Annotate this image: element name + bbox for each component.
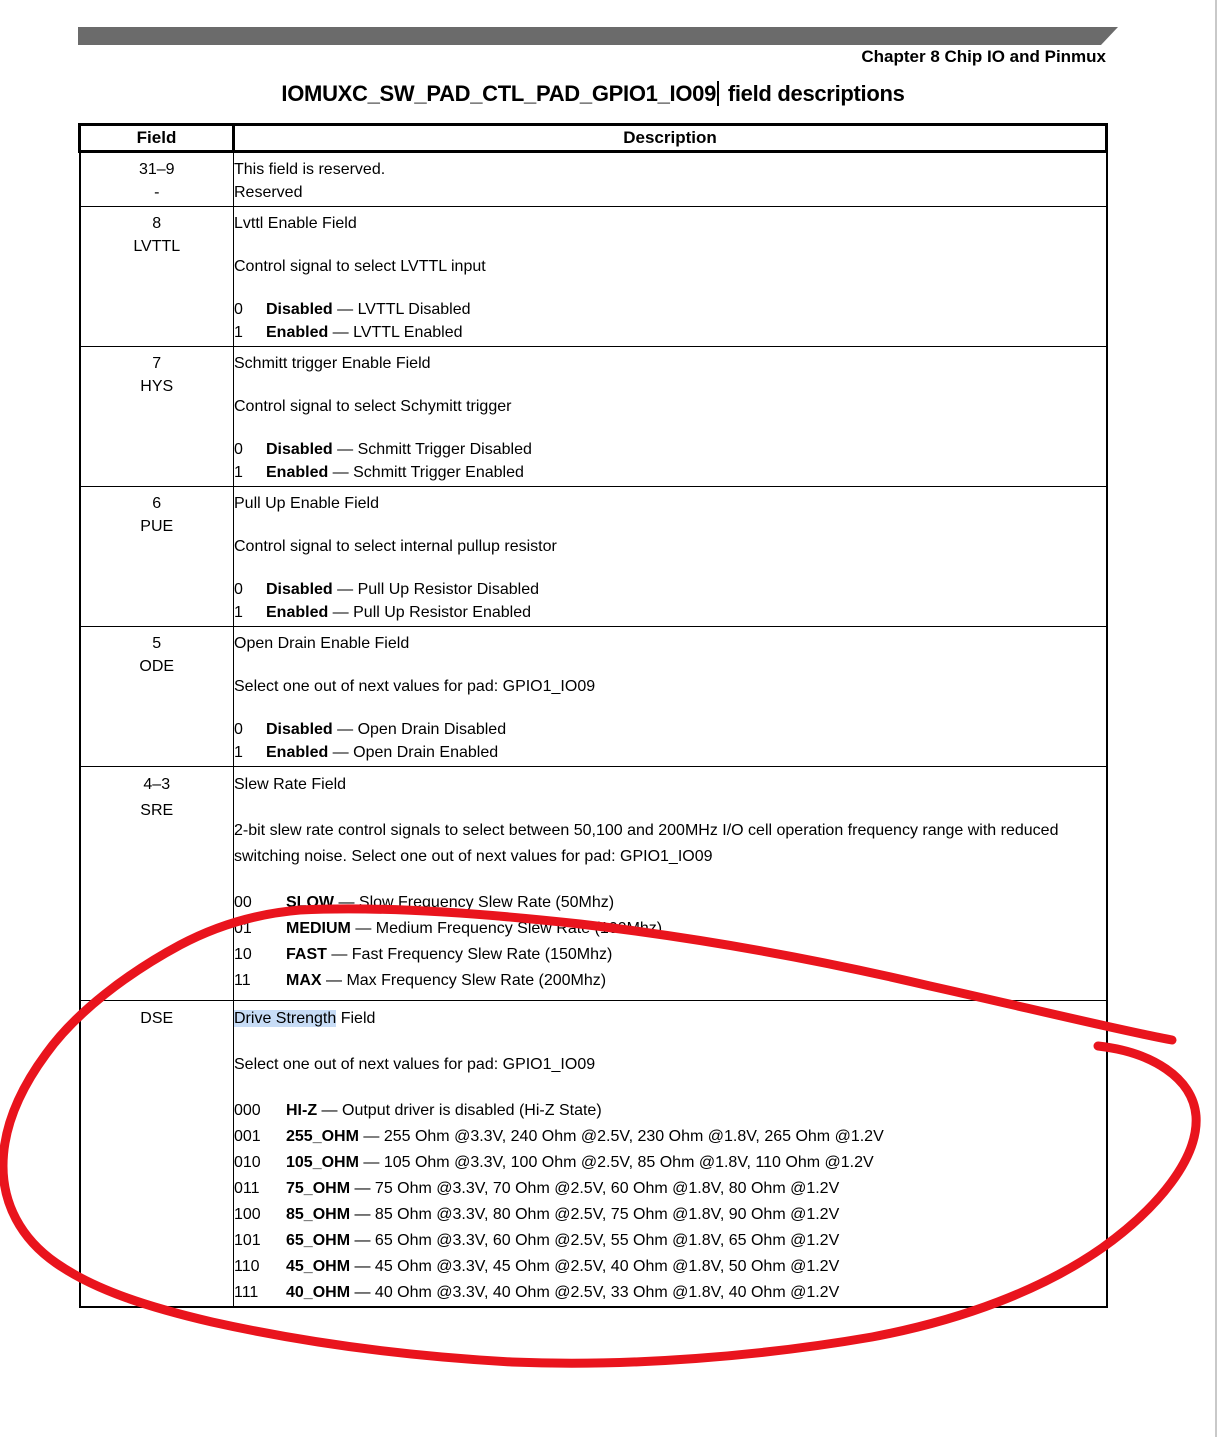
description-line: Control signal to select internal pullup resistor xyxy=(234,538,557,555)
description-text: Field xyxy=(336,1010,376,1027)
option-description: MEDIUM — Medium Frequency Slew Rate (100Mhz) xyxy=(286,920,663,937)
option-keyword: 105_OHM xyxy=(286,1154,359,1171)
description-line: Open Drain Enable Field xyxy=(234,635,410,652)
value-option-line xyxy=(234,321,1106,344)
table-row xyxy=(80,627,1107,767)
field-cell xyxy=(80,152,234,207)
option-description: Enabled — Schmitt Trigger Enabled xyxy=(266,464,524,481)
table-row xyxy=(80,767,1107,1001)
field-cell-line: HYS xyxy=(140,378,174,395)
table-row xyxy=(80,1001,1107,1308)
option-keyword: Enabled xyxy=(266,464,329,481)
option-description: Enabled — Pull Up Resistor Enabled xyxy=(266,604,531,621)
description-line: Select one out of next values for pad: GPIO1_IO09 xyxy=(234,678,596,695)
description-line: 2-bit slew rate control signals to select between 50,100 and 200MHz I/O cell operation frequency range with reduced switching noise. Select one out of next values for pad: GPIO1_IO09 xyxy=(234,822,1059,865)
option-description: Enabled — LVTTL Enabled xyxy=(266,324,463,341)
field-cell-line: - xyxy=(154,184,160,201)
option-keyword: SLOW xyxy=(286,894,334,911)
field-cell-line: 5 xyxy=(152,635,162,652)
option-code: 100 xyxy=(234,1206,261,1223)
option-description: 65_OHM — 65 Ohm @3.3V, 60 Ohm @2.5V, 55 Ohm @1.8V, 65 Ohm @1.2V xyxy=(286,1232,840,1249)
option-description: Disabled — LVTTL Disabled xyxy=(266,301,471,318)
description-cell xyxy=(234,152,1107,207)
option-keyword: 40_OHM xyxy=(286,1284,351,1301)
option-code: 101 xyxy=(234,1232,261,1249)
field-cell-line: DSE xyxy=(140,1010,174,1027)
field-cell-line: 6 xyxy=(152,495,162,512)
description-line: Select one out of next values for pad: GPIO1_IO09 xyxy=(234,1056,596,1073)
value-option-line xyxy=(234,741,1106,764)
option-code: 1 xyxy=(234,464,243,481)
table-title xyxy=(78,81,1108,107)
description-cell xyxy=(234,627,1107,767)
value-option-line xyxy=(234,718,1106,741)
field-cell-line: LVTTL xyxy=(133,238,181,255)
option-keyword: Disabled xyxy=(266,581,333,598)
blank-line xyxy=(234,558,1106,578)
option-description: 45_OHM — 45 Ohm @3.3V, 45 Ohm @2.5V, 40 Ohm @1.8V, 50 Ohm @1.2V xyxy=(286,1258,840,1275)
option-code: 0 xyxy=(234,721,243,738)
option-code: 1 xyxy=(234,324,243,341)
option-keyword: Enabled xyxy=(266,604,329,621)
option-code: 111 xyxy=(234,1284,259,1301)
field-descriptions-table xyxy=(78,123,1108,1308)
option-code: 1 xyxy=(234,604,243,621)
option-keyword: MAX xyxy=(286,972,322,989)
value-option-line xyxy=(234,461,1106,484)
description-line: Slew Rate Field xyxy=(234,776,347,793)
description-line: This field is reserved. xyxy=(234,161,386,178)
column-header-description: Description xyxy=(234,125,1107,152)
table-row xyxy=(80,152,1107,207)
option-code: 0 xyxy=(234,441,243,458)
option-code: 001 xyxy=(234,1128,261,1145)
field-cell xyxy=(80,627,234,767)
description-line: Lvttl Enable Field xyxy=(234,215,357,232)
value-option-line xyxy=(234,1150,1106,1176)
blank-line xyxy=(234,1032,1106,1052)
option-keyword: HI-Z xyxy=(286,1102,318,1119)
field-cell-line: 7 xyxy=(152,355,162,372)
value-option-line xyxy=(234,916,1106,942)
option-description: MAX — Max Frequency Slew Rate (200Mhz) xyxy=(286,972,607,989)
value-option-line xyxy=(234,1098,1106,1124)
field-cell-line: 31–9 xyxy=(138,161,175,178)
blank-line xyxy=(234,870,1106,890)
table-row xyxy=(80,207,1107,347)
blank-line xyxy=(234,1078,1106,1098)
value-option-line xyxy=(234,1202,1106,1228)
option-description: Disabled — Open Drain Disabled xyxy=(266,721,507,738)
value-option-line xyxy=(234,601,1106,624)
option-keyword: MEDIUM xyxy=(286,920,351,937)
value-option-line xyxy=(234,942,1106,968)
option-description: Disabled — Pull Up Resistor Disabled xyxy=(266,581,539,598)
table-row xyxy=(80,347,1107,487)
chapter-heading: Chapter 8 Chip IO and Pinmux xyxy=(861,47,1106,66)
field-cell-line: SRE xyxy=(140,802,174,819)
option-keyword: 65_OHM xyxy=(286,1232,351,1249)
field-cell-line: 8 xyxy=(152,215,162,232)
option-keyword: 45_OHM xyxy=(286,1258,351,1275)
blank-line xyxy=(234,375,1106,395)
option-description: Enabled — Open Drain Enabled xyxy=(266,744,499,761)
option-keyword: Disabled xyxy=(266,441,333,458)
value-option-line xyxy=(234,1228,1106,1254)
option-keyword: 255_OHM xyxy=(286,1128,359,1145)
field-cell-line: ODE xyxy=(139,658,175,675)
option-description: 75_OHM — 75 Ohm @3.3V, 70 Ohm @2.5V, 60 Ohm @1.8V, 80 Ohm @1.2V xyxy=(286,1180,840,1197)
option-keyword: FAST xyxy=(286,946,327,963)
option-code: 110 xyxy=(234,1258,260,1275)
option-code: 1 xyxy=(234,744,243,761)
field-cell xyxy=(80,767,234,1001)
field-cell xyxy=(80,1001,234,1308)
option-description: 255_OHM — 255 Ohm @3.3V, 240 Ohm @2.5V, 230 Ohm @1.8V, 265 Ohm @1.2V xyxy=(286,1128,884,1145)
option-description: Disabled — Schmitt Trigger Disabled xyxy=(266,441,532,458)
option-keyword: Disabled xyxy=(266,301,333,318)
value-option-line xyxy=(234,578,1106,601)
value-option-line xyxy=(234,1254,1106,1280)
option-description: SLOW — Slow Frequency Slew Rate (50Mhz) xyxy=(286,894,615,911)
field-cell xyxy=(80,487,234,627)
table-header-row xyxy=(80,125,1107,152)
option-description: 105_OHM — 105 Ohm @3.3V, 100 Ohm @2.5V, 85 Ohm @1.8V, 110 Ohm @1.2V xyxy=(286,1154,874,1171)
description-line: Pull Up Enable Field xyxy=(234,495,379,512)
description-cell xyxy=(234,487,1107,627)
blank-line xyxy=(234,798,1106,818)
option-keyword: 85_OHM xyxy=(286,1206,351,1223)
page-edge-line xyxy=(1215,0,1217,1437)
field-cell xyxy=(80,347,234,487)
description-line: Schmitt trigger Enable Field xyxy=(234,355,431,372)
option-code: 11 xyxy=(234,972,251,989)
option-code: 01 xyxy=(234,920,252,937)
table-row xyxy=(80,487,1107,627)
option-keyword: 75_OHM xyxy=(286,1180,351,1197)
column-header-field: Field xyxy=(80,125,234,152)
option-description: 40_OHM — 40 Ohm @3.3V, 40 Ohm @2.5V, 33 Ohm @1.8V, 40 Ohm @1.2V xyxy=(286,1284,840,1301)
blank-line xyxy=(234,235,1106,255)
option-description: FAST — Fast Frequency Slew Rate (150Mhz) xyxy=(286,946,613,963)
value-option-line xyxy=(234,1280,1106,1306)
blank-line xyxy=(234,655,1106,675)
description-line: Reserved xyxy=(234,184,303,201)
description-cell xyxy=(234,207,1107,347)
option-description: 85_OHM — 85 Ohm @3.3V, 80 Ohm @2.5V, 75 Ohm @1.8V, 90 Ohm @1.2V xyxy=(286,1206,840,1223)
option-code: 010 xyxy=(234,1154,261,1171)
description-cell xyxy=(234,347,1107,487)
field-cell-line: PUE xyxy=(140,518,174,535)
option-code: 000 xyxy=(234,1102,261,1119)
blank-line xyxy=(234,278,1106,298)
value-option-line xyxy=(234,968,1106,994)
field-cell xyxy=(80,207,234,347)
description-line: Control signal to select LVTTL input xyxy=(234,258,486,275)
description-cell xyxy=(234,767,1107,1001)
value-option-line xyxy=(234,1176,1106,1202)
value-option-line xyxy=(234,1124,1106,1150)
blank-line xyxy=(234,698,1106,718)
description-line xyxy=(234,1006,1106,1032)
option-keyword: Disabled xyxy=(266,721,333,738)
option-description: HI-Z — Output driver is disabled (Hi-Z State) xyxy=(286,1102,602,1119)
blank-line xyxy=(234,418,1106,438)
value-option-line xyxy=(234,298,1106,321)
description-cell xyxy=(234,1001,1107,1308)
value-option-line xyxy=(234,438,1106,461)
chapter-header-bar xyxy=(78,27,1118,45)
option-code: 0 xyxy=(234,301,243,318)
option-code: 00 xyxy=(234,894,252,911)
table-title-register-name: IOMUXC_SW_PAD_CTL_PAD_GPIO1_IO09 xyxy=(281,81,717,106)
text-cursor xyxy=(717,81,719,106)
field-cell-line: 4–3 xyxy=(143,776,171,793)
option-code: 0 xyxy=(234,581,243,598)
description-line: Control signal to select Schymitt trigger xyxy=(234,398,512,415)
option-code: 10 xyxy=(234,946,252,963)
blank-line xyxy=(234,515,1106,535)
option-keyword: Enabled xyxy=(266,744,329,761)
value-option-line xyxy=(234,890,1106,916)
selected-text-highlight: Drive Strength xyxy=(234,1010,337,1027)
table-title-suffix: field descriptions xyxy=(722,81,905,106)
option-code: 011 xyxy=(234,1180,260,1197)
option-keyword: Enabled xyxy=(266,324,329,341)
